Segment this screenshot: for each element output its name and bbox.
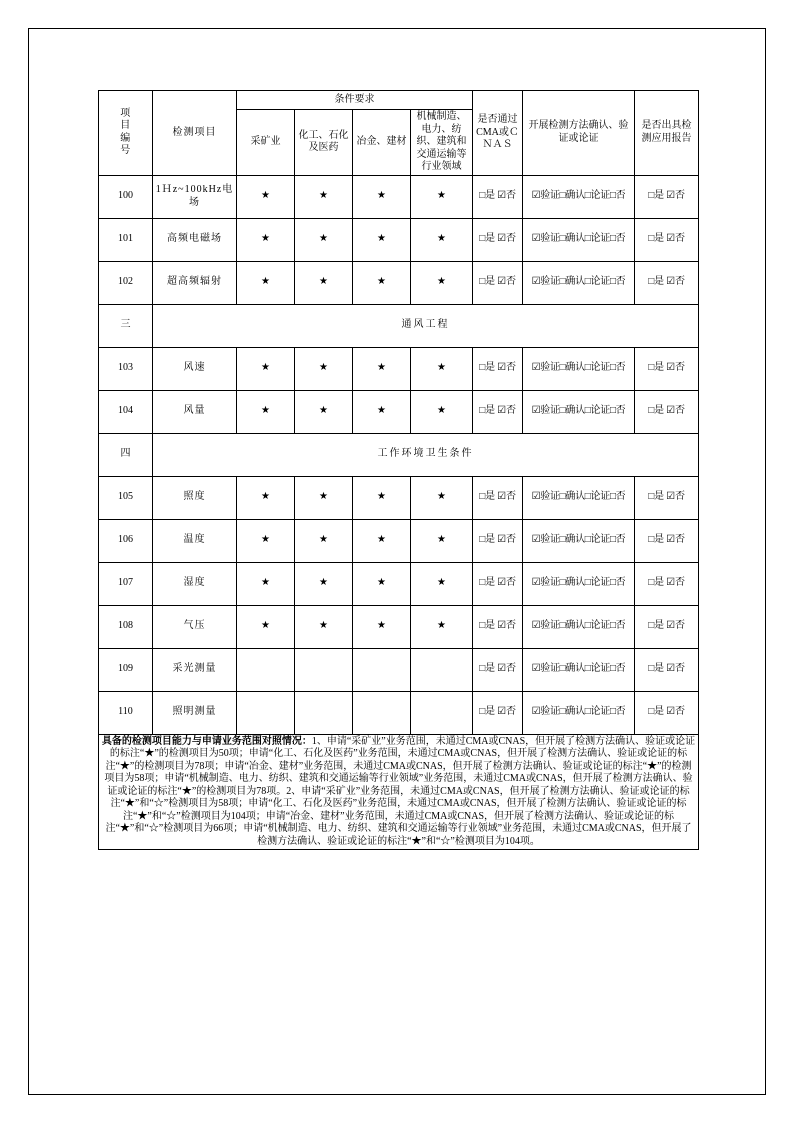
- row-metallurgy-mark: ★: [353, 218, 411, 261]
- row-chemical-mark: [295, 648, 353, 691]
- row-item-name: 湿度: [153, 562, 237, 605]
- row-metallurgy-mark: ★: [353, 562, 411, 605]
- section-number: 三: [99, 304, 153, 347]
- row-manufacturing-mark: ★: [411, 390, 473, 433]
- header-project-code: [99, 91, 153, 176]
- row-chemical-mark: ★: [295, 476, 353, 519]
- row-chemical-mark: ★: [295, 261, 353, 304]
- table-row: [99, 218, 699, 261]
- row-method-checkbox[interactable]: ☑验证□确认□论证□否: [523, 691, 635, 734]
- header-cond-chemical: 化工、石化及医药: [295, 110, 353, 176]
- row-item-name: 温度: [153, 519, 237, 562]
- row-report-checkbox[interactable]: □是 ☑否: [635, 218, 699, 261]
- table-row: [99, 648, 699, 691]
- row-item-name: 超高频辐射: [153, 261, 237, 304]
- row-method-checkbox[interactable]: ☑验证□确认□论证□否: [523, 218, 635, 261]
- summary-note-title: 具备的检测项目能力与申请业务范围对照情况：: [101, 735, 312, 747]
- row-mining-mark: ★: [237, 347, 295, 390]
- row-method-checkbox[interactable]: ☑验证□确认□论证□否: [523, 261, 635, 304]
- row-report-checkbox[interactable]: □是 ☑否: [635, 648, 699, 691]
- row-manufacturing-mark: [411, 648, 473, 691]
- row-cma-checkbox[interactable]: □是 ☑否: [473, 390, 523, 433]
- row-chemical-mark: ★: [295, 562, 353, 605]
- row-method-checkbox[interactable]: ☑验证□确认□论证□否: [523, 648, 635, 691]
- row-code: 108: [99, 605, 153, 648]
- row-mining-mark: [237, 648, 295, 691]
- row-manufacturing-mark: ★: [411, 175, 473, 218]
- row-cma-checkbox[interactable]: □是 ☑否: [473, 605, 523, 648]
- row-cma-checkbox[interactable]: □是 ☑否: [473, 347, 523, 390]
- row-cma-checkbox[interactable]: □是 ☑否: [473, 562, 523, 605]
- row-code: 107: [99, 562, 153, 605]
- row-item-name: 风速: [153, 347, 237, 390]
- header-condition-group: 条件要求: [237, 91, 473, 110]
- table-row: [99, 175, 699, 218]
- section-row: [99, 304, 699, 347]
- row-mining-mark: ★: [237, 476, 295, 519]
- row-item-name: 照度: [153, 476, 237, 519]
- section-number: 四: [99, 433, 153, 476]
- row-method-checkbox[interactable]: ☑验证□确认□论证□否: [523, 175, 635, 218]
- row-report-checkbox[interactable]: □是 ☑否: [635, 562, 699, 605]
- row-mining-mark: ★: [237, 519, 295, 562]
- section-title: 工作环境卫生条件: [153, 433, 699, 476]
- row-chemical-mark: ★: [295, 218, 353, 261]
- detection-items-table: [98, 90, 699, 850]
- row-mining-mark: ★: [237, 261, 295, 304]
- header-detection-item: 检测项目: [153, 91, 237, 176]
- section-row: [99, 433, 699, 476]
- row-code: 102: [99, 261, 153, 304]
- row-metallurgy-mark: [353, 691, 411, 734]
- table-row: [99, 605, 699, 648]
- table-container: [98, 90, 698, 850]
- row-mining-mark: ★: [237, 218, 295, 261]
- row-cma-checkbox[interactable]: □是 ☑否: [473, 175, 523, 218]
- row-cma-checkbox[interactable]: □是 ☑否: [473, 691, 523, 734]
- row-code: 106: [99, 519, 153, 562]
- row-code: 104: [99, 390, 153, 433]
- row-metallurgy-mark: ★: [353, 476, 411, 519]
- table-row: [99, 476, 699, 519]
- row-cma-checkbox[interactable]: □是 ☑否: [473, 261, 523, 304]
- row-mining-mark: ★: [237, 390, 295, 433]
- row-manufacturing-mark: ★: [411, 519, 473, 562]
- row-manufacturing-mark: ★: [411, 218, 473, 261]
- row-report-checkbox[interactable]: □是 ☑否: [635, 175, 699, 218]
- row-chemical-mark: ★: [295, 519, 353, 562]
- row-metallurgy-mark: [353, 648, 411, 691]
- row-method-checkbox[interactable]: ☑验证□确认□论证□否: [523, 605, 635, 648]
- header-cond-metallurgy: 冶金、建材: [353, 110, 411, 176]
- note-row: [99, 734, 699, 850]
- row-mining-mark: ★: [237, 175, 295, 218]
- table-row: [99, 519, 699, 562]
- row-report-checkbox[interactable]: □是 ☑否: [635, 347, 699, 390]
- row-report-checkbox[interactable]: □是 ☑否: [635, 476, 699, 519]
- summary-note: [99, 734, 699, 850]
- section-title: 通风工程: [153, 304, 699, 347]
- row-report-checkbox[interactable]: □是 ☑否: [635, 691, 699, 734]
- row-chemical-mark: ★: [295, 390, 353, 433]
- row-manufacturing-mark: ★: [411, 605, 473, 648]
- table-row: [99, 562, 699, 605]
- row-mining-mark: ★: [237, 562, 295, 605]
- header-method-confirm: 开展检测方法确认、验证或论证: [523, 91, 635, 176]
- row-report-checkbox[interactable]: □是 ☑否: [635, 261, 699, 304]
- table-row: [99, 347, 699, 390]
- row-manufacturing-mark: ★: [411, 562, 473, 605]
- row-cma-checkbox[interactable]: □是 ☑否: [473, 648, 523, 691]
- table-row: [99, 691, 699, 734]
- row-manufacturing-mark: [411, 691, 473, 734]
- row-code: 110: [99, 691, 153, 734]
- row-mining-mark: ★: [237, 605, 295, 648]
- row-metallurgy-mark: ★: [353, 175, 411, 218]
- row-item-name: 高频电磁场: [153, 218, 237, 261]
- row-code: 101: [99, 218, 153, 261]
- row-item-name: 风量: [153, 390, 237, 433]
- row-item-name: 1Ｈz~100kHz电场: [153, 175, 237, 218]
- row-method-checkbox[interactable]: ☑验证□确认□论证□否: [523, 519, 635, 562]
- row-manufacturing-mark: ★: [411, 347, 473, 390]
- row-metallurgy-mark: ★: [353, 519, 411, 562]
- header-project-code-char1: 项: [120, 107, 131, 119]
- header-report-issued: 是否出具检测应用报告: [635, 91, 699, 176]
- header-cma-cnas: 是否通过CMA或ＣＮＡＳ: [473, 91, 523, 176]
- row-manufacturing-mark: ★: [411, 476, 473, 519]
- row-metallurgy-mark: ★: [353, 347, 411, 390]
- row-code: 105: [99, 476, 153, 519]
- table-row: [99, 390, 699, 433]
- row-code: 109: [99, 648, 153, 691]
- row-method-checkbox[interactable]: ☑验证□确认□论证□否: [523, 347, 635, 390]
- row-code: 103: [99, 347, 153, 390]
- row-code: 100: [99, 175, 153, 218]
- row-cma-checkbox[interactable]: □是 ☑否: [473, 218, 523, 261]
- row-metallurgy-mark: ★: [353, 605, 411, 648]
- header-cond-manufacturing: 机械制造、电力、纺织、建筑和交通运输等行业领域: [411, 110, 473, 176]
- row-chemical-mark: ★: [295, 175, 353, 218]
- row-metallurgy-mark: ★: [353, 261, 411, 304]
- header-project-code-char4: 号: [120, 145, 131, 157]
- table-header-row-1: [99, 91, 699, 110]
- table-row: [99, 261, 699, 304]
- row-mining-mark: [237, 691, 295, 734]
- row-report-checkbox[interactable]: □是 ☑否: [635, 390, 699, 433]
- row-report-checkbox[interactable]: □是 ☑否: [635, 605, 699, 648]
- row-manufacturing-mark: ★: [411, 261, 473, 304]
- row-item-name: 采光测量: [153, 648, 237, 691]
- row-method-checkbox[interactable]: ☑验证□确认□论证□否: [523, 562, 635, 605]
- row-report-checkbox[interactable]: □是 ☑否: [635, 519, 699, 562]
- row-cma-checkbox[interactable]: □是 ☑否: [473, 476, 523, 519]
- summary-note-body: 1、申请“采矿业”业务范围，未通过CMA或CNAS，但开展了检测方法确认、验证或论证的标注“★”的检测项目为50项；申请“化工、石化及医药”业务范围，未通过CMA或CNAS，但开展了检测方法确认、验证或论证的标注“★”的检测项目为78项；申请“冶金、建材”业务范围，未通过CMA或CNAS，但开展了检测方法确认、验证或论证的标注“★”的检测项目为58项；申请“机械制造、电力、纺织、建筑和交通运输等行业领域”业务范围，未通过CMA或CNAS，但开展了检测方法确认、验证或论证的标注“★”的检测项目为78项。2、申请“采矿业”业务范围，未通过CMA或CNAS，但开展了检测方法确认、验证或论证的标注“★”和“☆”检测项目为58项；申请“化工、石化及医药”业务范围，未通过CMA或CNAS，但开展了检测方法确认、验证或论证的标注“★”和“☆”检测项目为104项；申请“冶金、建材”业务范围，未通过CMA或CNAS，但开展了检测方法确认、验证或论证的标注“★”和“☆”检测项目为66项；申请“机械制造、电力、纺织、建筑和交通运输等行业领域”业务范围，未通过CMA或CNAS，但开展了检测方法确认、验证或论证的标注“★”和“☆”检测项目为104项。: [104, 735, 696, 847]
- row-item-name: 气压: [153, 605, 237, 648]
- row-method-checkbox[interactable]: ☑验证□确认□论证□否: [523, 476, 635, 519]
- row-cma-checkbox[interactable]: □是 ☑否: [473, 519, 523, 562]
- header-project-code-char3: 编: [120, 132, 131, 144]
- row-chemical-mark: ★: [295, 605, 353, 648]
- row-item-name: 照明测量: [153, 691, 237, 734]
- row-metallurgy-mark: ★: [353, 390, 411, 433]
- row-chemical-mark: ★: [295, 347, 353, 390]
- row-method-checkbox[interactable]: ☑验证□确认□论证□否: [523, 390, 635, 433]
- header-project-code-char2: 目: [120, 120, 131, 132]
- row-chemical-mark: [295, 691, 353, 734]
- header-cond-mining: 采矿业: [237, 110, 295, 176]
